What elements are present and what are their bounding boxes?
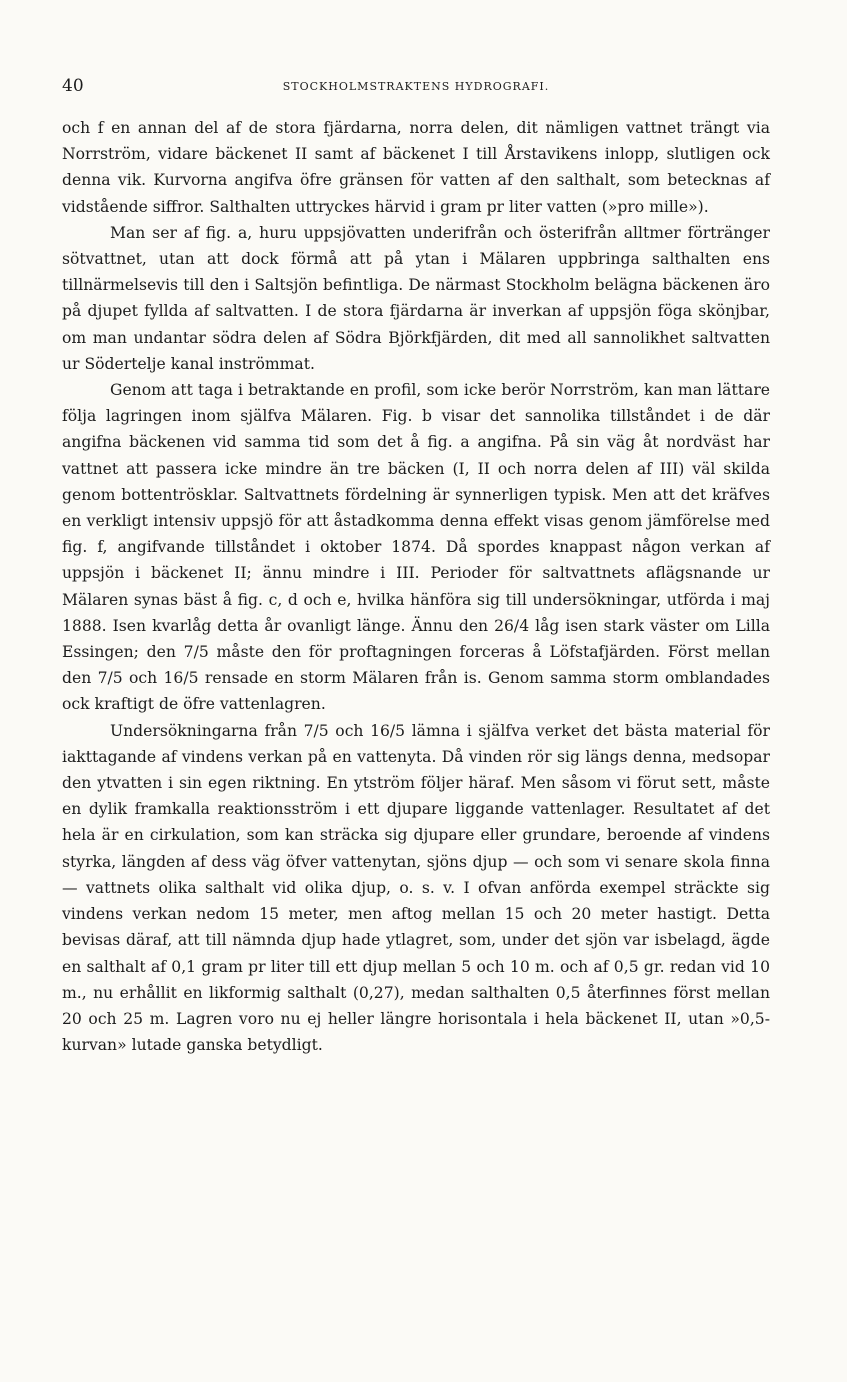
paragraph-3: Genom att taga i betraktande en profil, som icke berör Norrström, kan man lättare följa lagringen inom själfva Mälaren. Fig. b visar det sannolika tillståndet i de där angifna bäckenen vid samma tid som det å fig. a angifna. På sin väg åt nordväst har vattnet att passera icke mindre än tre bäcken (I, II och norra delen af III) väl skilda genom bottentrösklar. Saltvattnets fördelning är synnerligen typisk. Men att det kräfves en verkligt intensiv uppsjö för att åstadkomma denna effekt visas genom jämförelse med fig. f, angifvande tillståndet i oktober 1874. Då spordes knappast någon verkan af uppsjön i bäckenet II; ännu mindre i III. Perioder för saltvattnets aflägsnande ur Mälaren synas bäst å fig. c, d och e, hvilka hänföra sig till undersökningar, utförda i maj 1888. Isen kvarlåg detta år ovanligt länge. Ännu den 26/4 låg isen stark väster om Lilla Essingen; den 7/5 måste den för proftagningen forceras å Löfstafjärden. Först mellan den 7/5 och 16/5 rensade en storm Mälaren från is. Genom samma storm omblandades ock kraftigt de öfre vattenlagren. bbox=[62, 381, 770, 714]
body-text bbox=[62, 115, 770, 1058]
paragraph-2: Man ser af fig. a, huru uppsjövatten underifrån och österifrån alltmer förtränger sötvattnet, utan att dock förmå att på ytan i Mälaren uppbringa salthalten ens tillnärmelsevis till den i Saltsjön befintliga. De närmast Stockholm belägna bäckenen äro på djupet fyllda af saltvatten. I de stora fjärdarna är inverkan af uppsjön föga skönjbar, om man undantar södra delen af Södra Björkfjärden, dit med all sannolikhet saltvatten ur Södertelje kanal inströmmat. bbox=[62, 223, 770, 373]
page-number: 40 bbox=[62, 76, 84, 96]
page-header bbox=[62, 76, 770, 98]
book-page bbox=[62, 76, 770, 1058]
paragraph-1: och f en annan del af de stora fjärdarna, norra delen, dit nämligen vattnet trängt via Norrström, vidare bäckenet II samt af bäckenet I till Årstavikens inlopp, slutligen ock denna vik. Kurvorna angifva öfre gränsen för vatten af den salthalt, som betecknas af vidstående siffror. Salthalten uttryckes härvid i gram pr liter vatten (»pro mille»). bbox=[62, 119, 770, 216]
paragraph-4: Undersökningarna från 7/5 och 16/5 lämna i själfva verket det bästa material för iakttagande af vindens verkan på en vattenyta. Då vinden rör sig längs denna, medsopar den ytvatten i sin egen riktning. En ytström följer häraf. Men såsom vi förut sett, måste en dylik framkalla reaktionsström i ett djupare liggande vattenlager. Resultatet af det hela är en cirkulation, som kan sträcka sig djupare eller grundare, beroende af vindens styrka, längden af dess väg öfver vattenytan, sjöns djup — och som vi senare skola finna — vattnets olika salthalt vid olika djup, o. s. v. I ofvan anförda exempel sträckte sig vindens verkan nedom 15 meter, men aftog mellan 15 och 20 meter hastigt. Detta bevisas däraf, att till nämnda djup hade ytlagret, som, under det sjön var isbelagd, ägde en salthalt af 0,1 gram pr liter till ett djup mellan 5 och 10 m. och af 0,5 gr. redan vid 10 m., nu erhållit en likformig salthalt (0,27), medan salthalten 0,5 återfinnes först mellan 20 och 25 m. Lagren voro nu ej heller längre horisontala i hela bäckenet II, utan »0,5-kurvan» lutade ganska betydligt. bbox=[62, 721, 770, 1055]
running-title: STOCKHOLMSTRAKTENS HYDROGRAFI. bbox=[282, 80, 550, 93]
